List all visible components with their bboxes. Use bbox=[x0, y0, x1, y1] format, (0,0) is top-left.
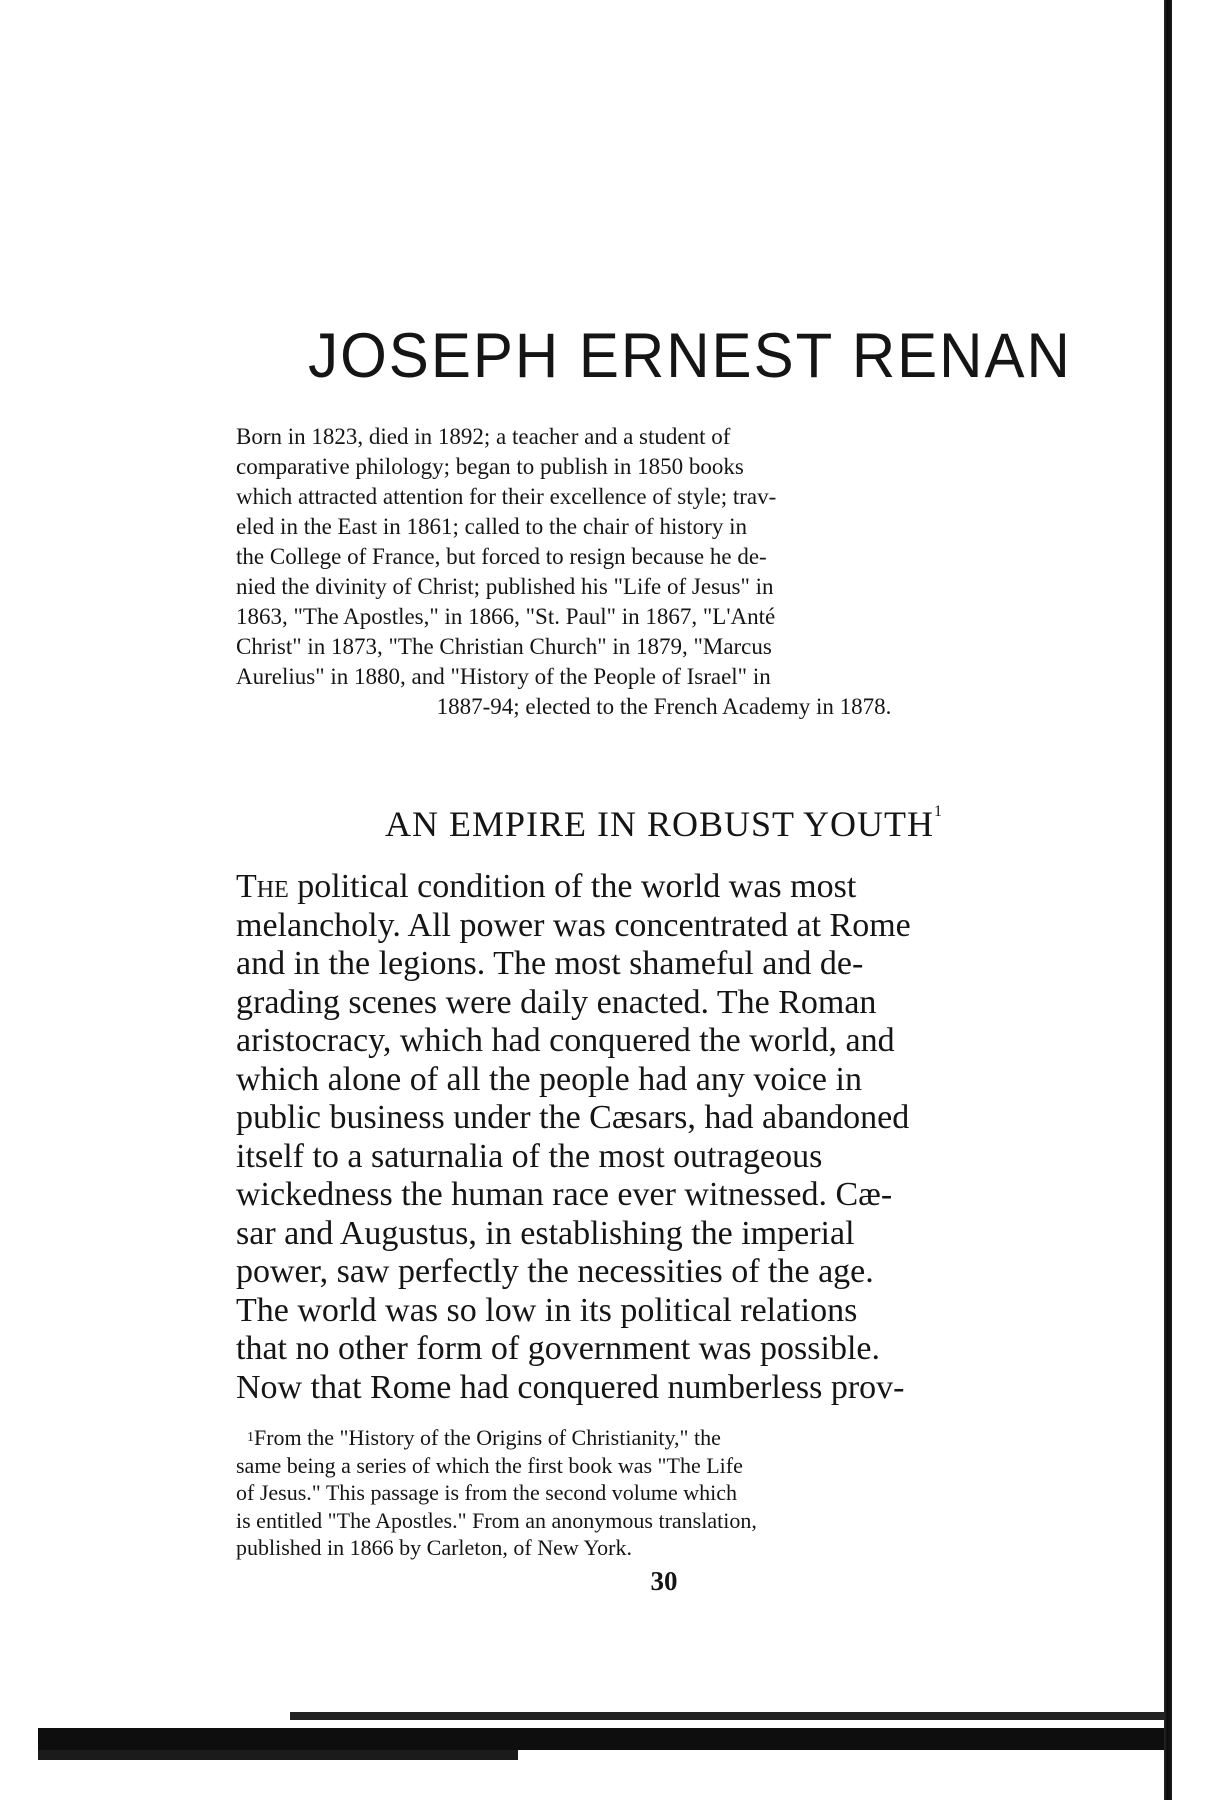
body-paragraph bbox=[236, 868, 1092, 1407]
bio-line: comparative philology; began to publish in 1850 books bbox=[236, 454, 744, 479]
footnote-line: same being a series of which the first book was "The Life bbox=[236, 1452, 743, 1478]
bio-line: Aurelius" in 1880, and "History of the People of Israel" in bbox=[236, 664, 771, 689]
footnote-line bbox=[236, 1424, 1092, 1452]
body-line: Now that Rome had conquered numberless prov- bbox=[236, 1368, 905, 1406]
bio-line: 1887-94; elected to the French Academy in 1878. bbox=[436, 694, 892, 719]
bio-line: which attracted attention for their excellence of style; trav- bbox=[236, 484, 777, 509]
bio-line: Christ" in 1873, "The Christian Church" in 1879, "Marcus bbox=[236, 634, 772, 659]
body-line: and in the legions. The most shameful and de- bbox=[236, 945, 864, 982]
body-line bbox=[236, 868, 1092, 907]
body-line: power, saw perfectly the necessities of the age. bbox=[236, 1253, 874, 1290]
bio-line: nied the divinity of Christ; published his "Life of Jesus" in bbox=[236, 574, 774, 599]
body-line: which alone of all the people had any voice in bbox=[236, 1060, 862, 1098]
scan-edge-lower bbox=[38, 1750, 518, 1760]
footnote bbox=[236, 1424, 1092, 1562]
author-heading: JOSEPH ERNEST RENAN bbox=[308, 320, 1072, 391]
footnote-line: is entitled "The Apostles." From an anonymous translation, bbox=[236, 1507, 757, 1533]
scan-edge-band bbox=[38, 1728, 1164, 1750]
essay-title bbox=[236, 803, 1092, 844]
page-number: 30 bbox=[650, 1566, 678, 1596]
body-line: melancholy. All power was concentrated at Rome bbox=[236, 906, 911, 944]
body-line-text: political condition of the world was most bbox=[288, 868, 857, 905]
body-line: aristocracy, which had conquered the world, and bbox=[236, 1022, 895, 1059]
biography-paragraph bbox=[236, 422, 1092, 722]
bio-line: 1863, "The Apostles," in 1866, "St. Paul" in 1867, "L'Anté bbox=[236, 604, 776, 629]
footnote-line: published in 1866 by Carleton, of New York. bbox=[236, 1535, 632, 1560]
essay-title-footnote-marker: 1 bbox=[934, 803, 944, 820]
body-line: wickedness the human race ever witnessed. Cæ- bbox=[236, 1176, 893, 1213]
footnote-marker: 1 bbox=[247, 1430, 254, 1445]
body-line: public business under the Cæsars, had abandoned bbox=[236, 1099, 910, 1136]
page-edge-shadow bbox=[1164, 0, 1172, 1800]
body-line: itself to a saturnalia of the most outrageous bbox=[236, 1137, 823, 1175]
essay-title-text: AN EMPIRE IN ROBUST YOUTH bbox=[384, 804, 935, 844]
scan-edge-thin bbox=[290, 1712, 1164, 1720]
body-line: that no other form of government was possible. bbox=[236, 1330, 880, 1367]
bio-line: eled in the East in 1861; called to the chair of history in bbox=[236, 514, 747, 539]
body-first-word: The bbox=[236, 868, 289, 905]
footnote-line: of Jesus." This passage is from the second volume which bbox=[236, 1480, 738, 1505]
body-line: sar and Augustus, in establishing the imperial bbox=[236, 1214, 855, 1252]
bio-line: the College of France, but forced to resign because he de- bbox=[236, 544, 767, 569]
bio-line: Born in 1823, died in 1892; a teacher and a student of bbox=[236, 424, 731, 449]
footnote-line-text: From the "History of the Origins of Christianity," the bbox=[254, 1425, 721, 1450]
body-line: grading scenes were daily enacted. The Roman bbox=[236, 983, 877, 1021]
body-line: The world was so low in its political relations bbox=[236, 1291, 858, 1329]
